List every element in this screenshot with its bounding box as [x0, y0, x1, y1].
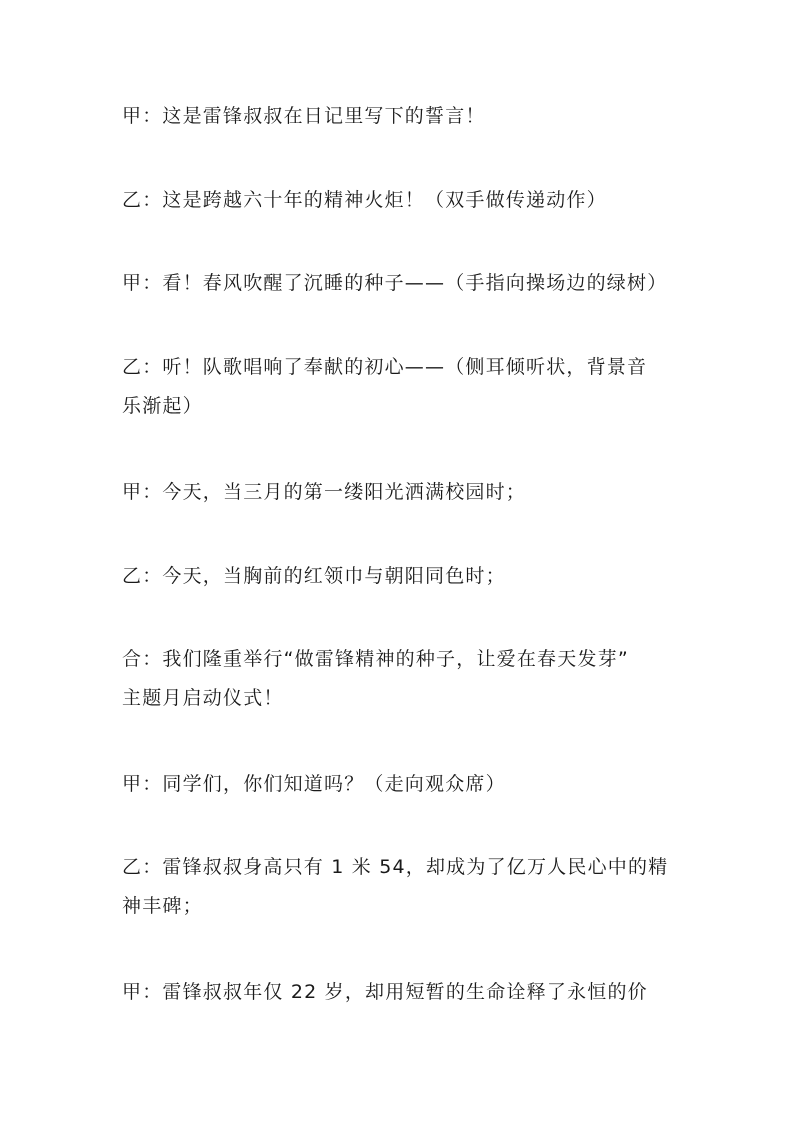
paragraph-9 [122, 848, 678, 926]
paragraph-line: 神丰碑； [122, 895, 203, 917]
paragraph-6 [122, 557, 678, 596]
paragraph-7 [122, 640, 678, 718]
paragraph-line: 甲：这是雷锋叔叔在日记里写下的誓言！ [122, 105, 486, 127]
paragraph-line: 合：我们隆重举行“做雷锋精神的种子，让爱在春天发芽” [122, 648, 629, 670]
paragraph-line: 甲：同学们，你们知道吗？（走向观众席） [122, 773, 506, 795]
paragraph-5 [122, 473, 678, 512]
paragraph-line: 甲：看！春风吹醒了沉睡的种子——（手指向操场边的绿树） [122, 272, 668, 294]
paragraph-line: 乙：今天，当胸前的红领巾与朝阳同色时； [122, 565, 506, 587]
paragraph-line: 乙：这是跨越六十年的精神火炬！（双手做传递动作） [122, 189, 607, 211]
paragraph-line: 主题月启动仪式！ [122, 687, 284, 709]
paragraph-line: 乙：听！队歌唱响了奉献的初心——（侧耳倾听状，背景音 [122, 356, 648, 378]
paragraph-line: 甲：雷锋叔叔年仅 22 岁，却用短暂的生命诠释了永恒的价 [122, 981, 648, 1003]
paragraph-line: 甲：今天，当三月的第一缕阳光洒满校园时； [122, 481, 527, 503]
paragraph-8 [122, 765, 678, 804]
paragraph-4 [122, 348, 678, 426]
paragraph-line: 乐渐起） [122, 395, 203, 417]
paragraph-line: 乙：雷锋叔叔身高只有 1 米 54，却成为了亿万人民心中的精 [122, 856, 669, 878]
paragraph-1 [122, 97, 678, 136]
paragraph-3 [122, 264, 678, 303]
paragraph-2 [122, 181, 678, 220]
paragraph-10 [122, 973, 678, 1012]
